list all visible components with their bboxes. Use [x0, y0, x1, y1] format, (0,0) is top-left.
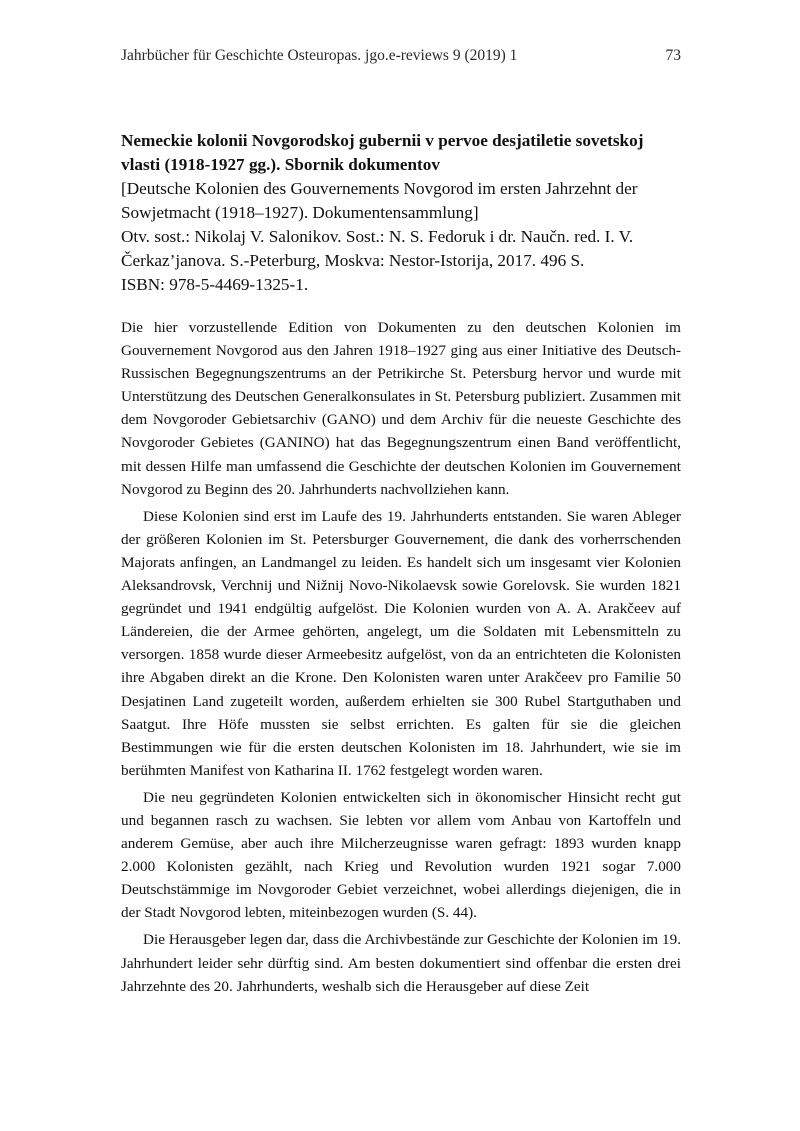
paragraph-3: Die neu gegründeten Kolonien entwickelten sich in ökonomischer Hinsicht recht gut und begannen rasch zu wachsen. Sie lebten vor allem vom Anbau von Kartoffeln und anderem Gemüse, aber auch ihre Milcherzeugnisse waren gefragt: 1893 wurden knapp 2.000 Kolonisten gezählt, nach Krieg und Revolution wurden 1921 sogar 7.000 Deutschstämmige im Novgoroder Gebiet verzeichnet, wobei allerdings diejenigen, die in der Stadt Novgorod lebten, miteinbezogen wurden (S. 44).	[121, 788, 681, 922]
book-title: Nemeckie kolonii Novgorodskoj gubernii v pervoe desjatiletie sovetskoj vlasti (1918-1927 gg.). Sbornik dokumentov	[121, 131, 644, 174]
running-header	[121, 44, 681, 68]
journal-title: Jahrbücher für Geschichte Osteuropas. jgo.e-reviews 9 (2019) 1	[121, 47, 518, 64]
page-number: 73	[665, 47, 681, 64]
paragraph-1: Die hier vorzustellende Edition von Dokumenten zu den deutschen Kolonien im Gouvernement Novgorod aus den Jahren 1918–1927 ging aus einer Initiative des Deutsch-Russischen Begegnungszentrums an der Petrikirche St. Petersburg hervor und wurde mit Unterstützung des Deutschen Generalkonsulates in St. Petersburg publiziert. Zusammen mit dem Novgoroder Gebietsarchiv (GANO) und dem Archiv für die neueste Geschichte des Novgoroder Gebietes (GANINO) hat das Begegnungszentrum einen Band veröffentlicht, mit dessen Hilfe man umfassend die Geschichte der deutschen Kolonien im Gouvernement Novgorod zu Beginn des 20. Jahrhunderts nachvollziehen kann.	[121, 319, 681, 498]
book-editors-publisher: Otv. sost.: Nikolaj V. Salonikov. Sost.: N. S. Fedoruk i dr. Naučn. red. I. V. Čerkaz’janova. S.-Peterburg, Moskva: Nestor-Istorija, 2017. 496 S.	[121, 227, 634, 270]
paragraph-2: Diese Kolonien sind erst im Laufe des 19. Jahrhunderts entstanden. Sie waren Ableger der größeren Kolonien im St. Petersburger Gouvernement, die dank des vorherrschenden Majorats anfingen, an Landmangel zu leiden. Es handelt sich um insgesamt vier Kolonien Aleksandrovsk, Verchnij und Nižnij Novo-Nikolaevsk sowie Gorelovsk. Sie wurden 1821 gegründet und 1941 endgültig aufgelöst. Die Kolonien wurden von A. A. Arakčeev auf Ländereien, die der Armee gehörten, angelegt, um die Soldaten mit Lebensmitteln zu versorgen. 1858 wurde dieser Armeebesitz aufgelöst, von da an entrichteten die Kolonisten ihre Abgaben direkt an die Krone. Den Kolonisten waren unter Arakčeev pro Familie 50 Desjatinen Land zugeteilt worden, außerdem erhielten sie 300 Rubel Startguthaben und Saatgut. Ihre Höfe mussten sie selbst errichten. Es galten für sie die gleichen Bestimmungen wie für die ersten deutschen Kolonisten im 18. Jahrhundert, wie sie im berühmten Manifest von Katharina II. 1762 festgelegt worden waren.	[121, 507, 681, 779]
book-isbn: ISBN: 978-5-4469-1325-1.	[121, 275, 309, 294]
review-body	[121, 316, 681, 998]
paragraph-4: Die Herausgeber legen dar, dass die Archivbestände zur Geschichte der Kolonien im 19. Jahrhundert leider sehr dürftig sind. Am besten dokumentiert sind offenbar die ersten drei Jahrzehnte des 20. Jahrhunderts, weshalb sich die Herausgeber auf diese Zeit	[121, 931, 681, 995]
book-reference	[121, 129, 681, 297]
book-title-translation: [Deutsche Kolonien des Gouvernements Novgorod im ersten Jahrzehnt der Sowjetmacht (1918–1927). Dokumentensammlung]	[121, 179, 638, 222]
